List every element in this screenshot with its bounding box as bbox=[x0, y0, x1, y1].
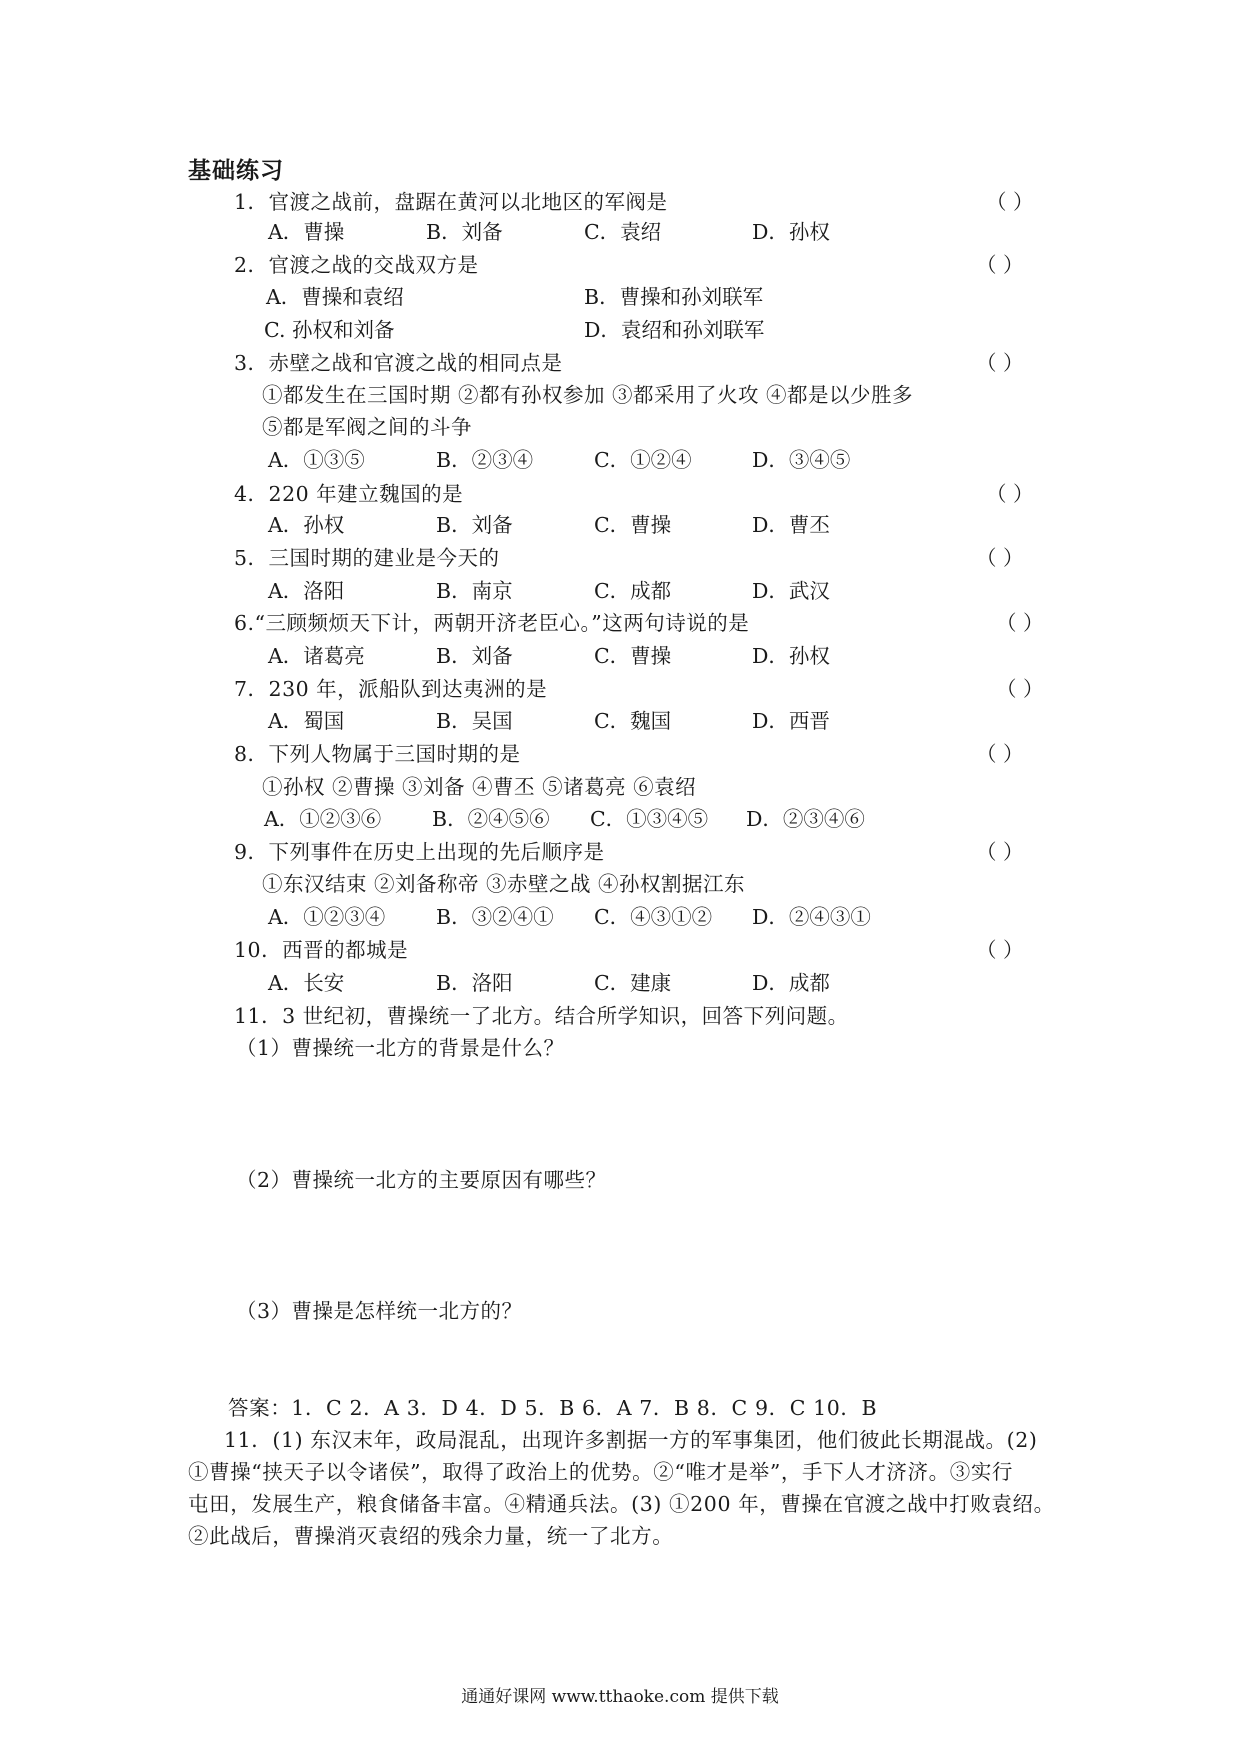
question-10-option-c: C．建康 bbox=[594, 971, 672, 995]
question-3-statements-line-2: ⑤都是军阀之间的斗争 bbox=[262, 415, 472, 439]
question-5-option-b: B．南京 bbox=[436, 579, 513, 603]
question-2-option-a: A．曹操和袁绍 bbox=[266, 285, 404, 309]
question-7-option-b: B．吴国 bbox=[436, 709, 513, 733]
answer-key-line-5: ②此战后，曹操消灭袁绍的残余力量，统一了北方。 bbox=[188, 1524, 674, 1548]
question-10-option-a: A．长安 bbox=[268, 971, 345, 995]
question-11-subquestion-2: （2）曹操统一北方的主要原因有哪些？ bbox=[236, 1168, 607, 1192]
question-1-answer-blank: （ ） bbox=[986, 190, 1034, 214]
section-title: 基础练习 bbox=[188, 158, 284, 184]
question-3-option-a: A．①③⑤ bbox=[268, 448, 365, 472]
question-11-subquestion-1: （1）曹操统一北方的背景是什么？ bbox=[236, 1036, 565, 1060]
question-11-subquestion-3: （3）曹操是怎样统一北方的？ bbox=[236, 1299, 523, 1323]
question-10-answer-blank: （ ） bbox=[976, 938, 1024, 962]
answer-key-line-2: 11．(1) 东汉末年，政局混乱，出现许多割据一方的军事集团，他们彼此长期混战。(2) bbox=[224, 1428, 1038, 1452]
question-4-answer-blank: （ ） bbox=[986, 482, 1034, 506]
question-9-events: ①东汉结束 ②刘备称帝 ③赤壁之战 ④孙权割据江东 bbox=[262, 872, 746, 896]
question-5-option-c: C．成都 bbox=[594, 579, 672, 603]
question-8-option-b: B．②④⑤⑥ bbox=[432, 807, 550, 831]
question-4-option-d: D．曹丕 bbox=[752, 513, 830, 537]
question-2-option-c: C. 孙权和刘备 bbox=[264, 318, 395, 342]
question-5-answer-blank: （ ） bbox=[976, 546, 1024, 570]
question-9-stem: 9．下列事件在历史上出现的先后顺序是 bbox=[234, 840, 605, 864]
answer-key-line-4: 屯田，发展生产，粮食储备丰富。④精通兵法。(3) ①200 年，曹操在官渡之战中打败袁绍。 bbox=[188, 1492, 1055, 1516]
question-7-option-c: C．魏国 bbox=[594, 709, 672, 733]
question-9-answer-blank: （ ） bbox=[976, 840, 1024, 864]
question-7-stem: 7．230 年，派船队到达夷洲的是 bbox=[234, 677, 548, 701]
question-2-option-b: B．曹操和孙刘联军 bbox=[584, 285, 764, 309]
question-10-stem: 10．西晋的都城是 bbox=[234, 938, 409, 962]
question-2-answer-blank: （ ） bbox=[976, 253, 1024, 277]
question-7-option-a: A．蜀国 bbox=[268, 709, 345, 733]
question-3-answer-blank: （ ） bbox=[976, 351, 1024, 375]
question-1-option-c: C．袁绍 bbox=[584, 220, 662, 244]
question-3-option-c: C．①②④ bbox=[594, 448, 692, 472]
question-3-stem: 3．赤壁之战和官渡之战的相同点是 bbox=[234, 351, 563, 375]
question-4-stem: 4．220 年建立魏国的是 bbox=[234, 482, 464, 506]
question-6-option-d: D．孙权 bbox=[752, 644, 830, 668]
question-4-option-b: B．刘备 bbox=[436, 513, 513, 537]
question-9-option-d: D．②④③① bbox=[752, 905, 871, 929]
question-2-stem: 2．官渡之战的交战双方是 bbox=[234, 253, 479, 277]
question-5-stem: 5．三国时期的建业是今天的 bbox=[234, 546, 500, 570]
question-3-statements-line-1: ①都发生在三国时期 ②都有孙权参加 ③都采用了火攻 ④都是以少胜多 bbox=[262, 383, 914, 407]
question-6-option-c: C．曹操 bbox=[594, 644, 672, 668]
question-5-option-d: D．武汉 bbox=[752, 579, 830, 603]
page-footer: 通通好课网 www.tthaoke.com 提供下载 bbox=[461, 1687, 779, 1707]
question-1-option-a: A．曹操 bbox=[268, 220, 345, 244]
question-8-option-c: C．①③④⑤ bbox=[590, 807, 709, 831]
question-5-option-a: A．洛阳 bbox=[268, 579, 345, 603]
question-3-option-d: D．③④⑤ bbox=[752, 448, 851, 472]
question-7-answer-blank: （ ） bbox=[996, 677, 1044, 701]
question-9-option-b: B．③②④① bbox=[436, 905, 554, 929]
question-8-option-a: A．①②③⑥ bbox=[264, 807, 382, 831]
question-1-option-d: D．孙权 bbox=[752, 220, 830, 244]
question-1-stem: 1．官渡之战前，盘踞在黄河以北地区的军阀是 bbox=[234, 190, 668, 214]
answer-key-line-3: ①曹操“挟天子以令诸侯”，取得了政治上的优势。②“唯才是举”，手下人才济济。③实行 bbox=[188, 1460, 1014, 1484]
question-3-option-b: B．②③④ bbox=[436, 448, 534, 472]
question-6-option-a: A．诸葛亮 bbox=[268, 644, 365, 668]
question-9-option-c: C．④③①② bbox=[594, 905, 713, 929]
answer-key-line-1: 答案：1．C 2．A 3．D 4．D 5．B 6．A 7．B 8．C 9．C 10．B bbox=[228, 1396, 878, 1420]
question-7-option-d: D．西晋 bbox=[752, 709, 830, 733]
question-8-stem: 8．下列人物属于三国时期的是 bbox=[234, 742, 521, 766]
question-10-option-b: B．洛阳 bbox=[436, 971, 513, 995]
question-1-option-b: B．刘备 bbox=[426, 220, 503, 244]
question-2-option-d: D．袁绍和孙刘联军 bbox=[584, 318, 765, 342]
question-4-option-c: C．曹操 bbox=[594, 513, 672, 537]
question-8-answer-blank: （ ） bbox=[976, 742, 1024, 766]
question-10-option-d: D．成都 bbox=[752, 971, 830, 995]
question-6-answer-blank: （ ） bbox=[996, 611, 1044, 635]
question-8-option-d: D．②③④⑥ bbox=[746, 807, 865, 831]
question-8-statements: ①孙权 ②曹操 ③刘备 ④曹丕 ⑤诸葛亮 ⑥袁绍 bbox=[262, 775, 697, 799]
question-9-option-a: A．①②③④ bbox=[268, 905, 386, 929]
question-11-stem: 11．3 世纪初，曹操统一了北方。结合所学知识，回答下列问题。 bbox=[234, 1004, 849, 1028]
question-4-option-a: A．孙权 bbox=[268, 513, 345, 537]
question-6-option-b: B．刘备 bbox=[436, 644, 513, 668]
question-6-stem: 6.“三顾频烦天下计，两朝开济老臣心。”这两句诗说的是 bbox=[234, 611, 750, 635]
